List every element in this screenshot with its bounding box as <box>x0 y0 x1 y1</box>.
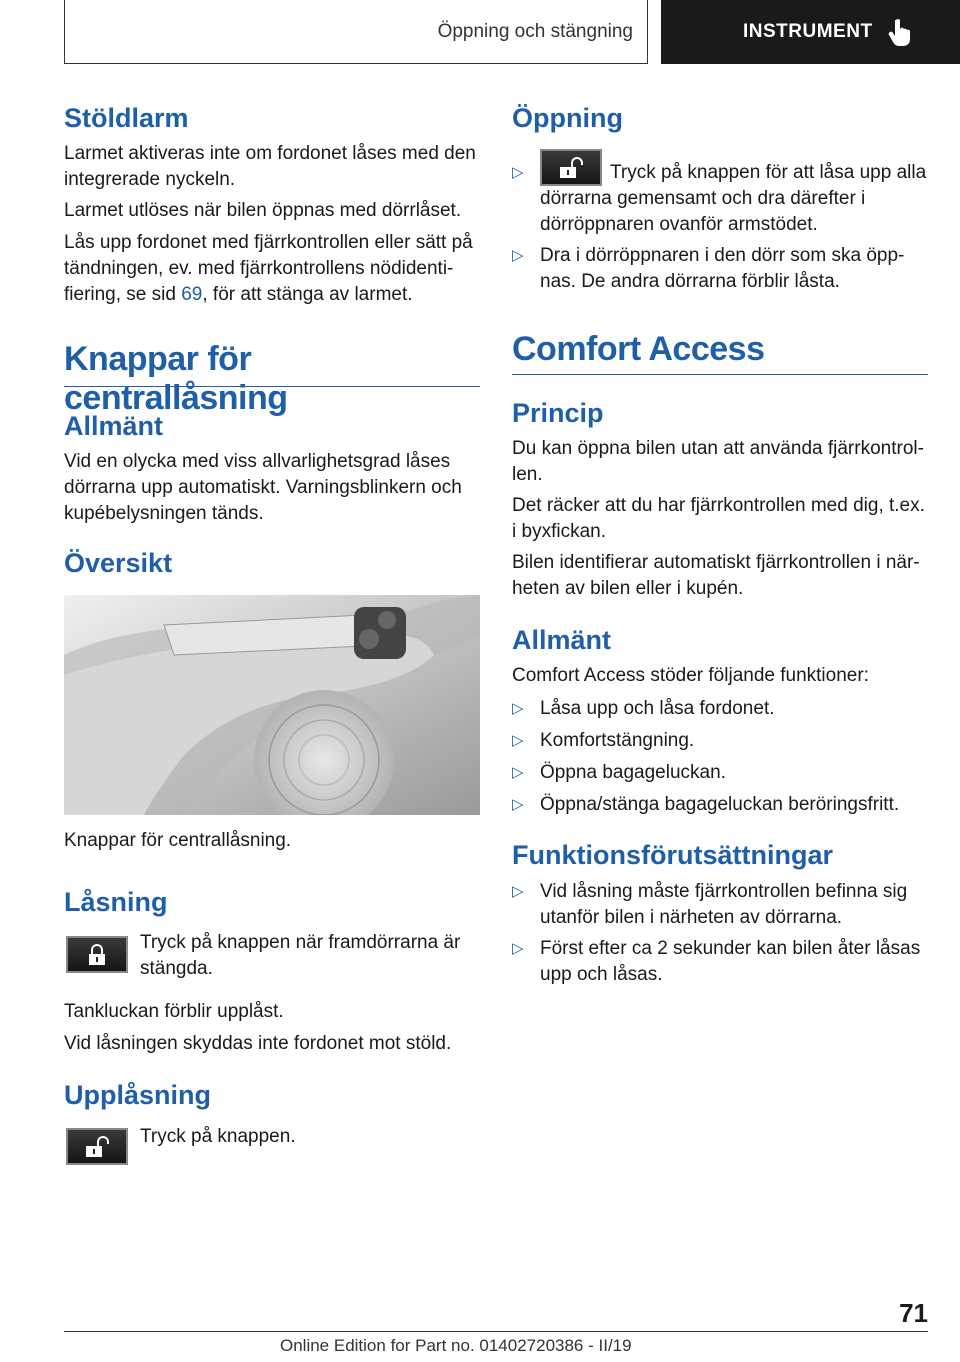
unlock-button-image <box>66 1128 128 1165</box>
door-panel-photo <box>64 595 480 815</box>
chapter-tab[interactable] <box>661 0 960 64</box>
heading-oppning: Öppning <box>512 103 623 133</box>
list-item <box>512 696 928 722</box>
bullet-triangle-icon: ▷ <box>512 700 524 717</box>
paragraph: Tankluckan förblir upplåst. <box>64 1001 284 1022</box>
paragraph-text: , för att stänga av larmet. <box>202 284 413 305</box>
list-item-text: Öppna/stänga bagageluckan beröringsfritt. <box>540 794 900 815</box>
list-item-text: Låsa upp och låsa fordonet. <box>540 698 775 719</box>
bullet-triangle-icon: ▷ <box>512 164 524 181</box>
list-item-text: Tryck på knappen för att låsa upp alla dörrarna gemensamt och dra därefter i dörröppnaren ovanför armstödet. <box>540 162 927 235</box>
page-number: 71 <box>899 1298 928 1328</box>
footer-divider <box>64 1331 928 1332</box>
chapter-label: INSTRUMENT <box>743 21 873 42</box>
list-item <box>512 728 928 754</box>
paragraph: Larmet utlöses när bilen öppnas med dörrlåset. <box>64 200 462 221</box>
image-caption: Knappar för centrallåsning. <box>64 830 292 851</box>
unlock-icon <box>82 1136 112 1158</box>
paragraph: Comfort Access stöder följande funktioner: <box>512 665 869 686</box>
unlock-icon <box>556 157 586 179</box>
list-item-text: Först efter ca 2 sekunder kan bilen åter låsas upp och låsas. <box>540 938 921 985</box>
paragraph: Tryck på knappen. <box>140 1126 296 1147</box>
bullet-triangle-icon: ▷ <box>512 796 524 813</box>
list-item <box>512 936 928 988</box>
list-item <box>512 792 928 818</box>
paragraph: Vid låsningen skyddas inte fordonet mot stöld. <box>64 1033 452 1054</box>
bullet-triangle-icon: ▷ <box>512 247 524 264</box>
paragraph: Vid en olycka med viss allvarlighetsgrad låses dörrarna upp automatiskt. Varningsblinkern och kupébelysningen tänds. <box>64 451 462 524</box>
section-heading-block <box>64 340 480 417</box>
lock-button-image <box>66 936 128 973</box>
bullet-triangle-icon: ▷ <box>512 732 524 749</box>
list-item-text: Vid låsning måste fjärrkontrollen befinna sig utanför bilen i närheten av dörrarna. <box>540 881 908 928</box>
heading-allmant: Allmänt <box>64 411 164 441</box>
lock-icon <box>84 944 110 966</box>
bullet-triangle-icon: ▷ <box>512 764 524 781</box>
paragraph: Tryck på knappen när framdörrarna är stängda. <box>140 932 461 979</box>
list-item-text: Komfortstängning. <box>540 730 695 751</box>
running-header-section <box>64 0 648 64</box>
section-title: Öppning och stängning <box>437 20 633 42</box>
paragraph: Bilen identifierar automatiskt fjärrkontrollen i när-heten av bilen eller i kupén. <box>512 552 920 599</box>
unlock-button-image <box>540 149 602 186</box>
list-item <box>512 760 928 786</box>
heading-princip: Princip <box>512 398 604 428</box>
section-heading-block <box>512 330 928 375</box>
heading-lasning: Låsning <box>64 887 168 917</box>
page-link[interactable]: 69 <box>181 284 203 305</box>
heading-oversikt: Översikt <box>64 548 173 578</box>
heading-allmant-comfort: Allmänt <box>512 625 612 655</box>
pointing-hand-icon <box>887 18 913 46</box>
heading-comfort-access: Comfort Access <box>512 330 765 368</box>
list-item <box>512 879 928 931</box>
paragraph-text: Lås upp fordonet med fjärrkontrollen eller sätt på tändningen, ev. med fjärrkontrollens nödidenti-fiering, se sid <box>64 232 473 305</box>
heading-upplasning: Upplåsning <box>64 1080 211 1110</box>
bullet-triangle-icon: ▷ <box>512 940 524 957</box>
heading-stoldlarm: Stöldlarm <box>64 103 189 133</box>
paragraph: Larmet aktiveras inte om fordonet låses med den integrerade nyckeln. <box>64 143 476 190</box>
list-item <box>512 160 928 238</box>
paragraph: Du kan öppna bilen utan att använda fjärrkontrol-len. <box>512 438 924 485</box>
heading-funktionsforutsattningar: Funktionsförutsättningar <box>512 840 833 870</box>
list-item <box>512 243 928 295</box>
heading-knappar: Knappar för centrallåsning <box>64 340 288 417</box>
paragraph: Det räcker att du har fjärrkontrollen med dig, t.ex. i byxfickan. <box>512 495 925 542</box>
list-item-text: Öppna bagageluckan. <box>540 762 726 783</box>
bullet-triangle-icon: ▷ <box>512 883 524 900</box>
list-item-text: Dra i dörröppnaren i den dörr som ska öpp-nas. De andra dörrarna förblir låsta. <box>540 245 905 292</box>
paragraph <box>64 230 484 308</box>
edition-note: Online Edition for Part no. 01402720386 - II/19 <box>280 1336 632 1355</box>
